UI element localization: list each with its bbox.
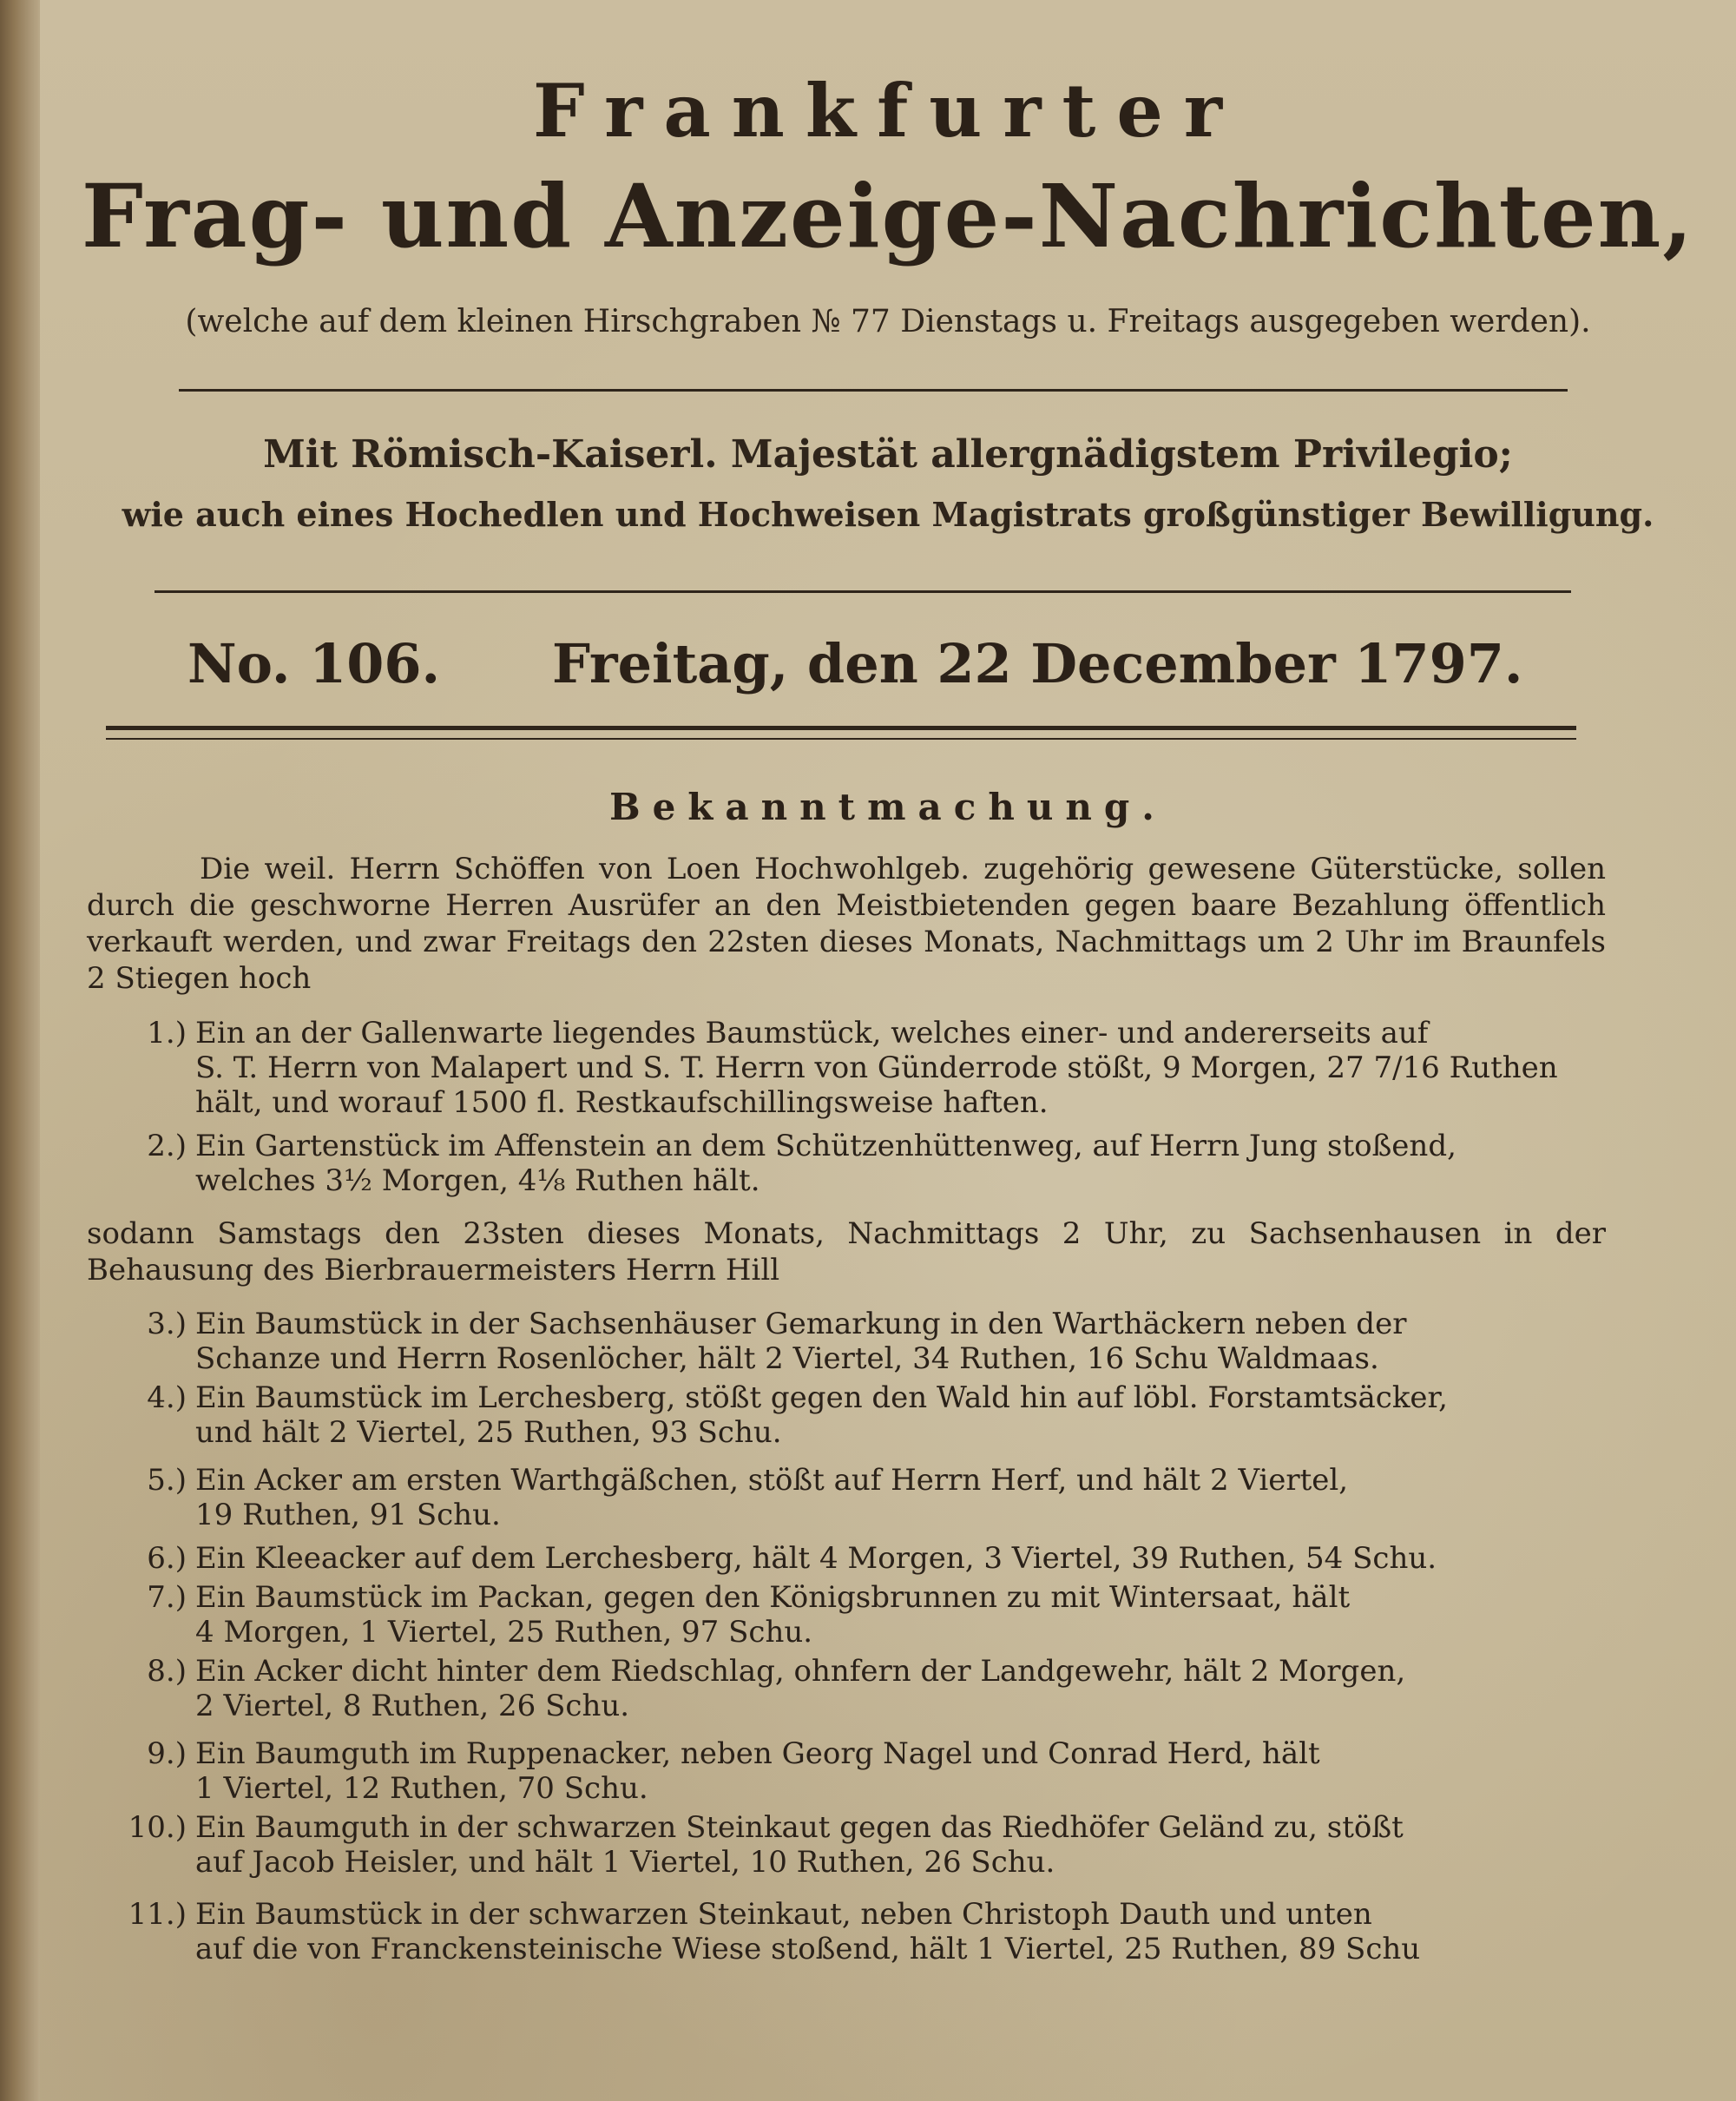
item-number: 9.) (147, 1736, 187, 1771)
list-item (87, 1654, 1606, 1723)
item-continuation: 1 Viertel, 12 Ruthen, 70 Schu. (195, 1771, 648, 1806)
list-item (87, 1129, 1606, 1198)
middle-paragraph: sodann Samstags den 23sten dieses Monats, Nachmittags 2 Uhr, zu Sachsenhausen in der Behausung des Bierbrauermeisters Herrn Hill (87, 1216, 1606, 1288)
list-item (87, 1380, 1606, 1450)
book-binding-edge (0, 0, 40, 2101)
item-number: 8.) (147, 1654, 187, 1689)
section-heading: Bekanntmachung. (609, 786, 1167, 828)
item-number: 10.) (128, 1810, 187, 1845)
item-text: Ein Baumstück in der Sachsenhäuser Gemarkung in den Warthäckern neben der (195, 1307, 1407, 1341)
item-continuation: 2 Viertel, 8 Ruthen, 26 Schu. (195, 1689, 630, 1723)
item-continuation: welches 3½ Morgen, 4⅛ Ruthen hält. (195, 1163, 760, 1198)
divider-rule (179, 389, 1568, 392)
item-text: Ein Acker dicht hinter dem Riedschlag, ohnfern der Landgewehr, hält 2 Morgen, (195, 1654, 1406, 1689)
item-number: 11.) (128, 1897, 187, 1932)
item-text: Ein Kleeacker auf dem Lerchesberg, hält 4 Morgen, 3 Viertel, 39 Ruthen, 54 Schu. (195, 1541, 1437, 1576)
intro-paragraph: Die weil. Herrn Schöffen von Loen Hochwohlgeb. zugehörig gewesene Güterstücke, sollen durch die geschworne Herren Ausrüfer an den Meistbietenden gegen baare Bezahlung öffentlich verkauft werden, und zwar Freitags den 22sten dieses Monats, Nachmittags um 2 Uhr im Braunfels 2 Stiegen hoch (87, 852, 1606, 996)
list-item (87, 1736, 1606, 1806)
issue-number: No. 106. (187, 632, 441, 695)
item-text: Ein Baumguth im Ruppenacker, neben Georg Nagel und Conrad Herd, hält (195, 1736, 1320, 1771)
item-text: Ein an der Gallenwarte liegendes Baumstück, welches einer- und andererseits auf (195, 1016, 1429, 1050)
masthead-title: Frag- und Anzeige-Nachrichten, (81, 165, 1695, 267)
item-continuation: S. T. Herrn von Malapert und S. T. Herrn von Günderrode stößt, 9 Morgen, 27 7/16 Ruthen hält, und worauf 1500 fl. Restkaufschillingsweise haften. (195, 1050, 1558, 1120)
item-continuation: und hält 2 Viertel, 25 Ruthen, 93 Schu. (195, 1415, 782, 1450)
item-number: 1.) (147, 1016, 187, 1050)
item-text: Ein Acker am ersten Warthgäßchen, stößt auf Herrn Herf, und hält 2 Viertel, (195, 1463, 1349, 1498)
item-number: 2.) (147, 1129, 187, 1163)
item-continuation: 4 Morgen, 1 Viertel, 25 Ruthen, 97 Schu. (195, 1615, 813, 1650)
divider-rule (155, 590, 1571, 593)
item-text: Ein Baumstück im Lerchesberg, stößt gegen den Wald hin auf löbl. Forstamtsäcker, (195, 1380, 1448, 1415)
divider-rule-thin (106, 738, 1576, 740)
list-item (87, 1897, 1606, 1966)
masthead-city: Frankfurter (532, 68, 1244, 154)
item-text: Ein Baumguth in der schwarzen Steinkaut gegen das Riedhöfer Geländ zu, stößt (195, 1810, 1404, 1845)
issue-date: Freitag, den 22 December 1797. (552, 632, 1523, 695)
item-number: 5.) (147, 1463, 187, 1498)
item-text: Ein Baumstück im Packan, gegen den Königsbrunnen zu mit Wintersaat, hält (195, 1580, 1351, 1615)
list-item (87, 1580, 1606, 1650)
divider-rule-thick (106, 726, 1576, 730)
newspaper-page (40, 0, 1736, 2101)
item-text: Ein Gartenstück im Affenstein an dem Schützenhüttenweg, auf Herrn Jung stoßend, (195, 1129, 1457, 1163)
item-number: 3.) (147, 1307, 187, 1341)
privilege-line-2: wie auch eines Hochedlen und Hochweisen Magistrats großgünstiger Bewilligung. (122, 495, 1654, 534)
item-text: Ein Baumstück in der schwarzen Steinkaut, neben Christoph Dauth und unten (195, 1897, 1372, 1932)
item-number: 7.) (147, 1580, 187, 1615)
list-item (87, 1810, 1606, 1880)
item-number: 6.) (147, 1541, 187, 1576)
list-item (87, 1541, 1606, 1576)
list-item (87, 1463, 1606, 1532)
item-number: 4.) (147, 1380, 187, 1415)
list-item (87, 1307, 1606, 1376)
item-continuation: 19 Ruthen, 91 Schu. (195, 1498, 501, 1532)
item-continuation: auf die von Franckensteinische Wiese stoßend, hält 1 Viertel, 25 Ruthen, 89 Schu (195, 1932, 1421, 1966)
privilege-line-1: Mit Römisch-Kaiserl. Majestät allergnädigstem Privilegio; (263, 432, 1513, 477)
item-continuation: auf Jacob Heisler, und hält 1 Viertel, 10 Ruthen, 26 Schu. (195, 1845, 1055, 1880)
masthead-subtitle: (welche auf dem kleinen Hirschgraben № 77 Dienstags u. Freitags ausgegeben werden). (185, 304, 1591, 339)
item-continuation: Schanze und Herrn Rosenlöcher, hält 2 Viertel, 34 Ruthen, 16 Schu Waldmaas. (195, 1341, 1379, 1376)
list-item (87, 1016, 1606, 1120)
